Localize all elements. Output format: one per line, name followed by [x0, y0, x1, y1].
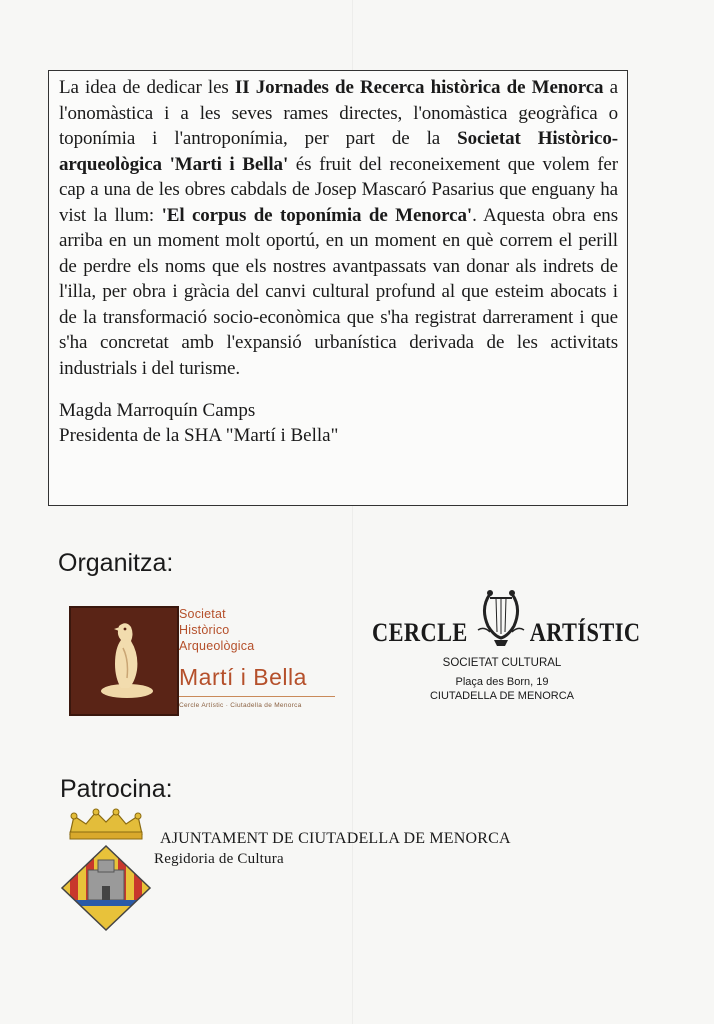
falcon-icon: [71, 608, 177, 714]
intro-text: a l'onomàstica i a les seves rames directes, l'onomàstica geogràfica o toponímia i l'antroponímia, per part de la: [59, 77, 618, 149]
cercle-artistic-logo: [372, 586, 641, 712]
sha-name: Martí i Bella: [179, 664, 307, 690]
cercle-address-street: Plaça des Born, 19: [455, 676, 549, 688]
sha-footer: Cercle Artístic · Ciutadella de Menorca: [179, 702, 302, 709]
patrocina-heading: Patrocina:: [60, 775, 173, 803]
sha-wordmark: [179, 606, 307, 709]
signature: [59, 398, 618, 448]
signature-name: Magda Marroquín Camps: [59, 400, 256, 421]
organitza-heading: Organitza:: [58, 549, 174, 577]
cercle-address-city: CIUTADELLA DE MENORCA: [429, 690, 575, 702]
coat-of-arms-icon: [60, 808, 152, 933]
sha-line-3: Arqueològica: [179, 639, 255, 653]
cercle-name-left: CERCLE: [372, 618, 468, 647]
falcon-emblem: [69, 606, 179, 716]
cercle-name: [372, 618, 641, 648]
intro-paragraph: [59, 75, 618, 381]
intro-bold-societat: Societat Històrico-arqueològica 'Marti i Bella': [59, 128, 619, 175]
cercle-subtitle: SOCIETAT CULTURAL: [442, 657, 562, 669]
intro-bold-jornades: II Jornades de Recerca històrica de Menorca: [234, 77, 604, 98]
sha-logo: [69, 606, 335, 716]
sha-rule: [179, 696, 335, 697]
cercle-name-right: ARTÍSTIC: [529, 618, 641, 647]
signature-role: Presidenta de la SHA "Martí i Bella": [59, 425, 339, 446]
sha-line-2: Històrico: [179, 623, 230, 637]
ajuntament-name: AJUNTAMENT DE CIUTADELLA DE MENORCA: [160, 830, 511, 847]
ajuntament-block: [154, 828, 511, 870]
intro-box: [48, 70, 628, 506]
sha-line-1: Societat: [179, 607, 226, 621]
intro-text: La idea de dedicar les: [59, 77, 235, 98]
intro-bold-corpus: 'El corpus de toponímia de Menorca': [161, 204, 473, 226]
intro-text: és fruit del reconeixement que volem fer cap a una de les obres cabdals de Josep Mascaró Pasarius que enguany ha vist la llum:: [59, 153, 618, 226]
intro-text: . Aquesta obra ens arriba en un moment molt oportú, en un moment en què correm el perill de perdre els noms que els nostres avantpassats van donar als indrets de l'illa, per obra i gràcia del canvi cultural profund al que esteim abocats i de la transformació socio-econòmica que s'ha registrat darrerament i que s'ha concretat amb l'expansió urbanística derivada de les activitats industrials i del turisme.: [59, 204, 618, 379]
regidoria-name: Regidoria de Cultura: [154, 851, 284, 867]
